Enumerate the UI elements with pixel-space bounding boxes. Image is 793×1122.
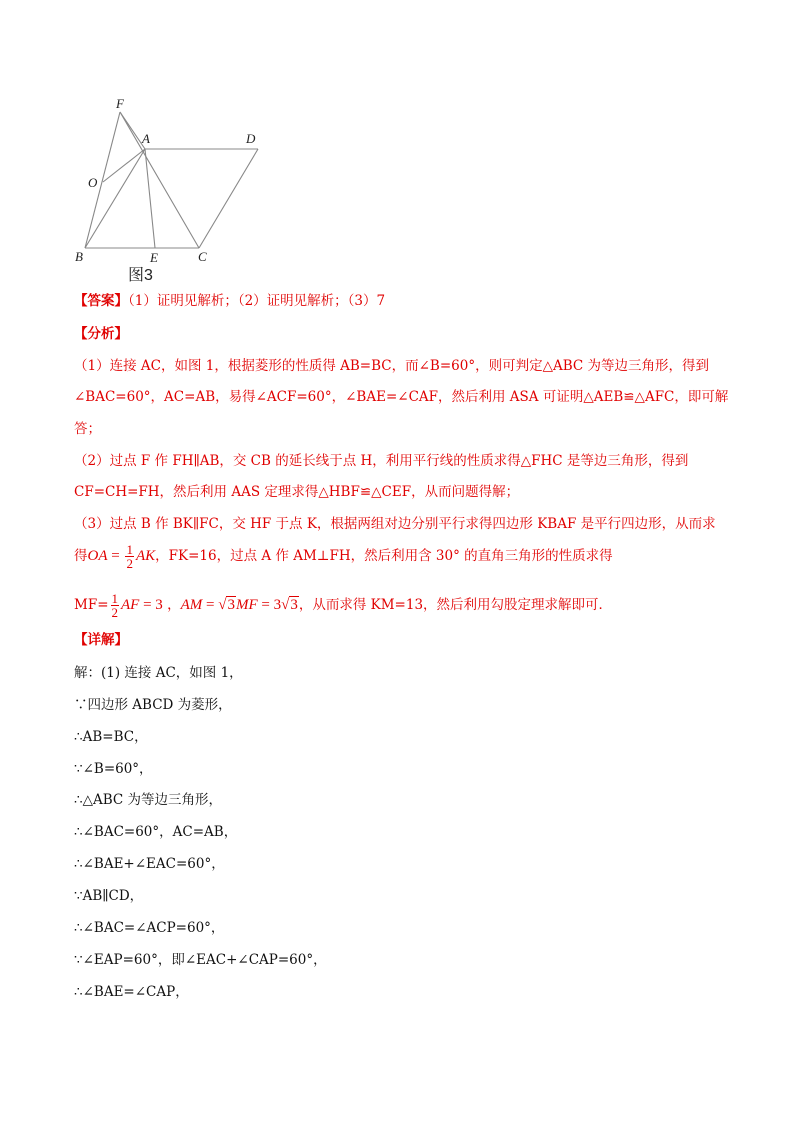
text-fk: ，FK=16，过点 A 作 AM⊥FH，然后利用含 30° 的直角三角形的性质求得 xyxy=(155,548,613,564)
figure-svg xyxy=(70,92,280,287)
analysis-p1-line2: ∠BAC=60°，AC=AB，易得∠ACF=60°，∠BAE=∠CAF，然后利用 ASA 可证明△AEB≌△AFC，即可解 xyxy=(74,389,729,405)
analysis-p1-line1: （1）连接 AC，如图 1，根据菱形的性质得 AB=BC，而∠B=60°，则可判定△ABC 为等边三角形，得到 xyxy=(74,358,710,374)
fraction-numerator: 1 xyxy=(126,542,133,557)
fraction-denominator-2: 2 xyxy=(111,605,119,620)
label-f: F xyxy=(116,96,124,111)
fraction-half-2 xyxy=(111,592,120,619)
sqrt-3b: √3 xyxy=(281,597,298,613)
label-a: A xyxy=(142,131,150,146)
detail-tag: 【详解】 xyxy=(74,632,128,648)
text-km: ，从而求得 KM=13，然后利用勾股定理求解即可． xyxy=(298,597,613,613)
math-oa: OA xyxy=(87,548,108,564)
answer-line xyxy=(74,291,385,311)
math-ak: AK xyxy=(135,548,156,564)
fraction-numerator-2: 1 xyxy=(111,591,119,606)
analysis-p2-line1: （2）过点 F 作 FH∥AB，交 CB 的延长线于点 H，利用平行线的性质求得△FHC 是等边三角形，得到 xyxy=(74,453,689,469)
analysis-p2-line2: CF=CH=FH，然后利用 AAS 定理求得△HBF≌△CEF，从而问题得解； xyxy=(74,484,520,500)
text-comma: ， xyxy=(162,597,181,613)
analysis-p3-line1: （3）过点 B 作 BK∥FC，交 HF 于点 K，根据两组对边分别平行求得四边形 KBAF 是平行四边形，从而求 xyxy=(74,516,716,532)
label-e: E xyxy=(150,250,158,265)
segment-fc xyxy=(120,112,199,248)
math-eq3: = 3 xyxy=(139,597,163,613)
detail-line-8: ∵AB∥CD， xyxy=(74,888,144,904)
label-b: B xyxy=(75,249,83,264)
detail-line-7: ∴∠BAE+∠EAC=60°， xyxy=(74,856,225,872)
detail-line-11: ∴∠BAE=∠CAP， xyxy=(74,984,189,1000)
fraction-half xyxy=(125,543,134,570)
text-mf: MF= xyxy=(74,597,109,613)
segment-ab xyxy=(85,149,145,248)
math-af: AF xyxy=(121,597,140,613)
detail-line-3: ∴AB=BC， xyxy=(74,729,148,745)
analysis-p3-line2 xyxy=(74,542,613,570)
segment-dc xyxy=(199,149,258,248)
analysis-p3-line3 xyxy=(74,591,612,619)
sqrt-radicand: 3 xyxy=(227,597,235,613)
figure-caption: 图3 xyxy=(128,267,153,284)
label-c: C xyxy=(198,249,207,264)
sqrt-3: √3 xyxy=(218,597,235,613)
analysis-p1-line3: 答； xyxy=(74,421,101,437)
analysis-tag: 【分析】 xyxy=(74,326,128,342)
label-o: O xyxy=(88,175,98,190)
math-eq4: = 3 xyxy=(257,597,282,613)
math-am: AM xyxy=(180,597,203,613)
answer-text: （1）证明见解析；（2）证明见解析；（3）7 xyxy=(128,293,386,309)
detail-line-6: ∴∠BAC=60°，AC=AB， xyxy=(74,824,238,840)
detail-line-5: ∴△ABC 为等边三角形， xyxy=(74,792,223,808)
text-de: 得 xyxy=(74,548,88,564)
geometry-figure xyxy=(70,92,280,287)
answer-tag: 【答案】 xyxy=(74,293,128,309)
math-eq-2: = xyxy=(202,597,219,613)
math-mf: MF xyxy=(235,597,258,613)
detail-line-10: ∵∠EAP=60°，即∠EAC+∠CAP=60°， xyxy=(74,952,327,968)
detail-line-9: ∴∠BAC=∠ACP=60°， xyxy=(74,920,225,936)
detail-line-2: ∵四边形 ABCD 为菱形， xyxy=(74,697,232,713)
fraction-denominator: 2 xyxy=(126,556,133,571)
sqrt-radicand-2: 3 xyxy=(290,597,298,613)
detail-line-1: 解：(1) 连接 AC，如图 1， xyxy=(74,665,243,681)
label-d: D xyxy=(246,131,256,146)
math-eq: = xyxy=(107,548,124,564)
detail-line-4: ∵∠B=60°， xyxy=(74,761,153,777)
